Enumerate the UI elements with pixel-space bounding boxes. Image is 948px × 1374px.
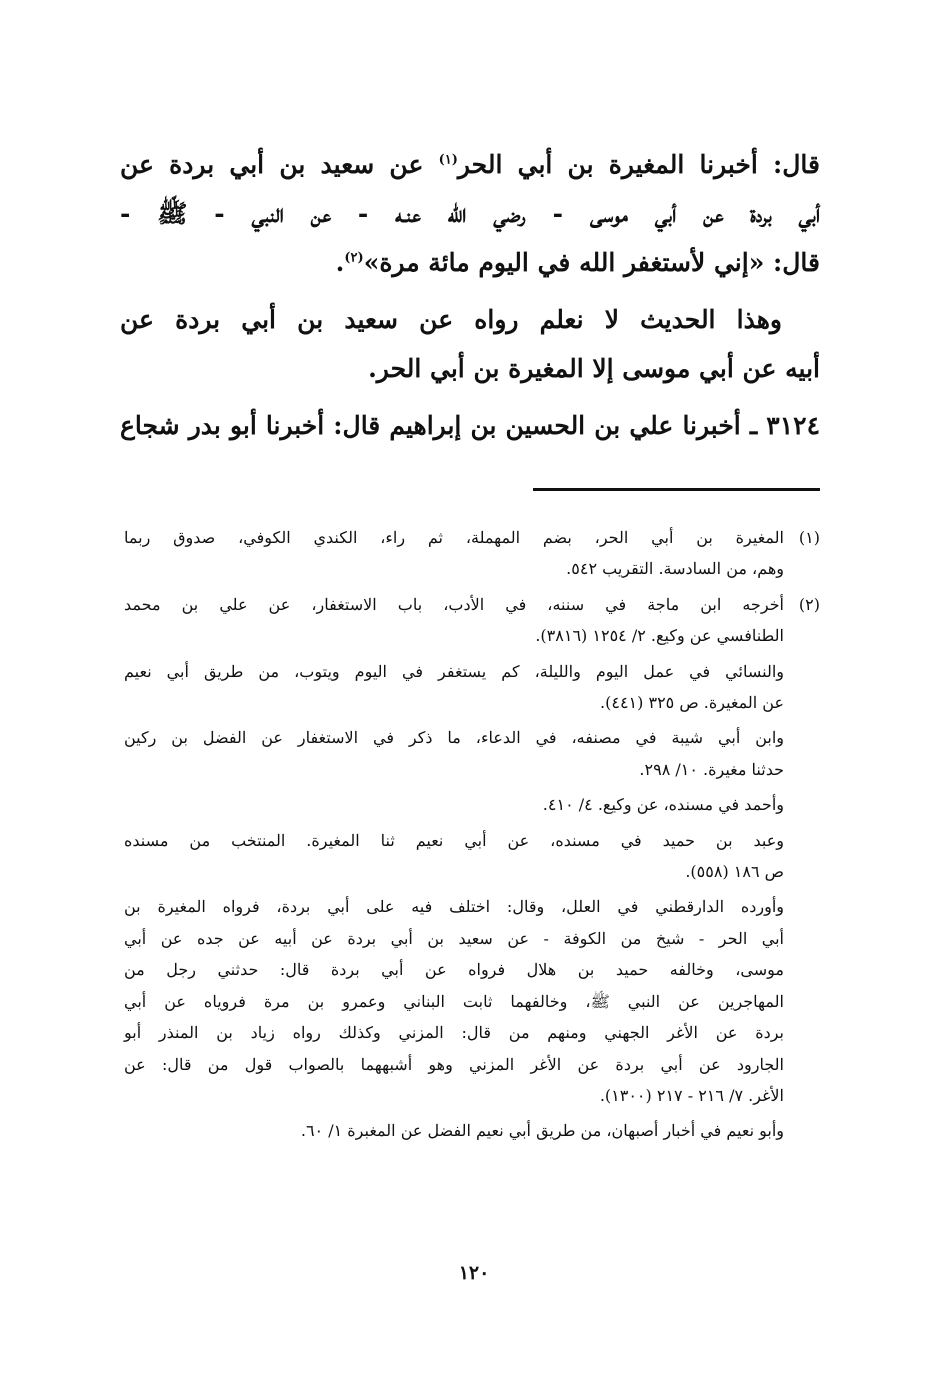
footnote-2-line: وأبو نعيم في أخبار أصبهان، من طريق أبي نعيم الفضل عن المغبرة ١/ ٦٠. — [300, 1121, 784, 1141]
footnote-1-line: المغيرة بن أبي الحر، بضم المهملة، ثم راء، الكندي الكوفي، صدوق ربما — [124, 528, 784, 547]
main-line-5: أبيه عن أبي موسى إلا المغيرة بن أبي الحر. — [368, 354, 820, 383]
footnote-2-line: أخرجه ابن ماجة في سننه، في الأدب، باب الاستغفار، عن علي بن محمد — [124, 594, 784, 614]
main-line-1-pre: قال: أخبرنا المغيرة بن أبي الحر — [457, 150, 820, 179]
page-number: ١٢٠ — [458, 1262, 490, 1284]
footnote-2-line: وأحمد في مسنده، عن وكيع. ٤/ ٤١٠. — [542, 795, 784, 815]
main-line-3-pre: قال: «إني لأستغفر الله في اليوم مائة مرة» — [363, 248, 820, 277]
hadith-entry-3124: ٣١٢٤ ـ أخبرنا علي بن الحسين بن إبراهيم قال: أخبرنا أبو بدر شجاع — [120, 411, 820, 440]
footnote-2-line: الطنافسي عن وكيع. ٢/ ١٢٥٤ (٣٨١٦). — [535, 626, 784, 646]
footnote-2-line: والنسائي في عمل اليوم والليلة، كم يستغفر في اليوم ويتوب، من طريق أبي نعيم — [124, 661, 784, 681]
footnote-1-line: وهم، من السادسة. التقريب ٥٤٢. — [566, 559, 784, 579]
footnote-2 — [124, 589, 820, 1147]
footnote-2-line: عن المغيرة. ص ٣٢٥ (٤٤١). — [600, 693, 784, 713]
main-line-3-post: . — [335, 248, 345, 277]
footnote-2-line: موسى، وخالفه حميد بن هلال فرواه عن أبي بردة قال: حدثني رجل من — [124, 960, 784, 980]
footnote-2-line: الأغر. ٧/ ٢١٦ - ٢١٧ (١٣٠٠). — [599, 1085, 784, 1105]
main-line-4: وهذا الحديث لا نعلم رواه عن سعيد بن أبي بردة عن — [120, 305, 782, 334]
footnote-2-line: وابن أبي شيبة في مصنفه، في الدعاء، ما ذكر في الاستغفار عن الفضل بن ركين — [124, 728, 784, 748]
footnote-2-line: حدثنا مغيرة. ١٠/ ٢٩٨. — [639, 759, 784, 779]
main-line-1-post: عن سعيد بن أبي بردة عن — [120, 150, 439, 179]
footnote-1 — [124, 522, 820, 585]
footnote-2-line: بردة عن الأغر الجهني ومنهم من قال: المزني وكذلك رواه زياد بن المنذر أبو — [124, 1023, 784, 1043]
footnote-ref-1[interactable]: (١) — [438, 152, 458, 168]
main-line-3 — [120, 238, 820, 287]
footnote-2-line: أبي الحر - شيخ من الكوفة - عن سعيد بن أبي بردة عن أبيه عن جده عن أبي — [124, 928, 784, 948]
footnote-2-line: المهاجرين عن النبي ﷺ، وخالفهما ثابت البناني وعمرو بن مرة فروياه عن أبي — [124, 991, 784, 1011]
footnote-2-line: وأورده الدارقطني في العلل، وقال: اختلف فيه على أبي بردة، فرواه المغيرة بن — [124, 897, 784, 917]
footnote-2-line: ص ١٨٦ (٥٥٨). — [685, 862, 784, 882]
main-line-1 — [120, 140, 820, 189]
main-line-2: أبي بردة عن أبي موسى - رضي الله عنـه - عن النبي - ﷺ - — [120, 199, 820, 228]
footnote-separator — [533, 488, 820, 491]
footnote-2-number: (٢) — [798, 594, 820, 614]
footnotes — [124, 522, 820, 1147]
footnote-2-line: الجارود عن أبي بردة عن الأغر المزني وهو أشبههما بالصواب قول من قال: عن — [124, 1054, 784, 1074]
footnote-1-number: (١) — [798, 528, 820, 547]
footnote-2-line: وعبد بن حميد في مسنده، عن أبي نعيم ثنا المغيرة. المنتخب من مسنده — [124, 830, 784, 850]
main-text — [120, 140, 820, 450]
footnote-ref-2[interactable]: (٢) — [344, 250, 364, 266]
